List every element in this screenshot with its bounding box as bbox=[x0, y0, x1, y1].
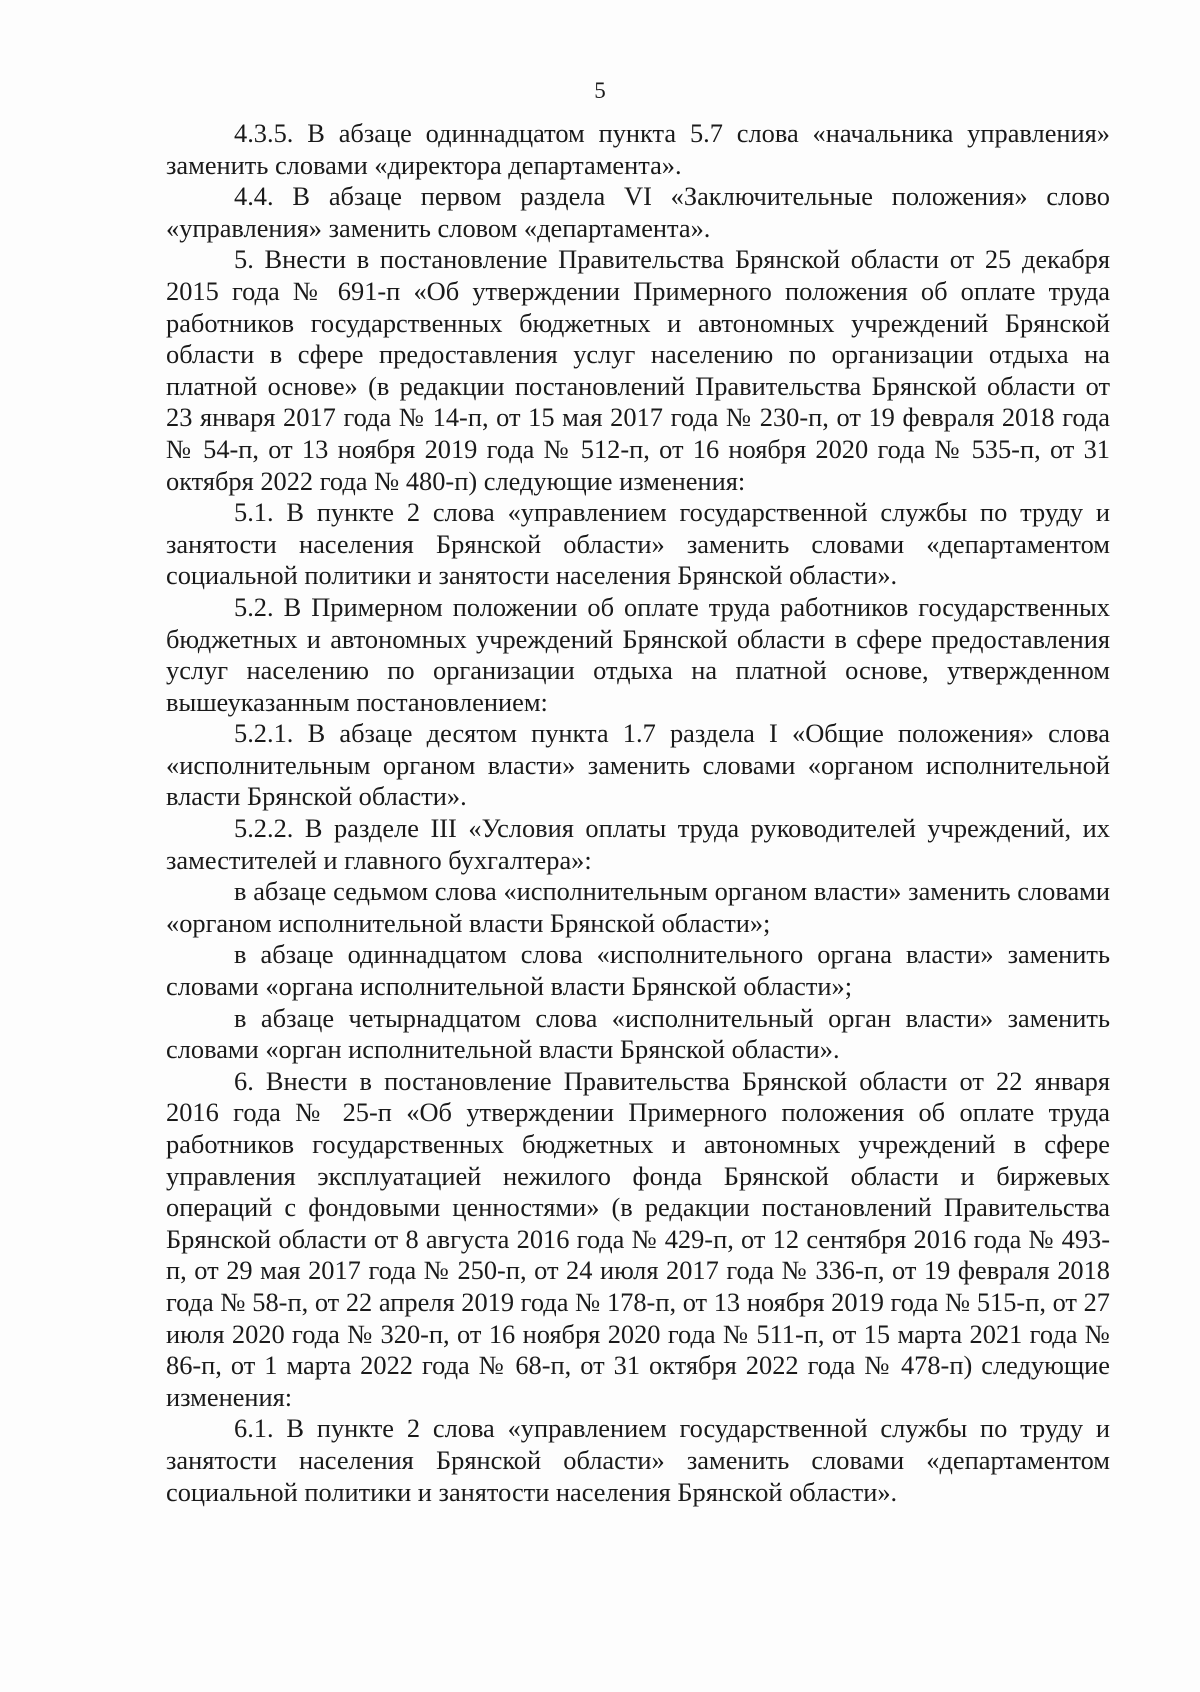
paragraph-4-3-5: 4.3.5. В абзаце одиннадцатом пункта 5.7 слова «начальника управления» заменить словами «директора департамента». bbox=[166, 118, 1110, 180]
paragraph-6: 6. Внести в постановление Правительства Брянской области от 22 января 2016 года № 25-п «Об утверждении Примерного положения об оплате труда работников государственных бюджетных и автономных учреждений в сфере управления эксплуатацией нежилого фонда Брянской области и биржевых операций с фондовыми ценностями» (в редакции постановлений Правительства Брянской области от 8 августа 2016 года № 429-п, от 12 сентября 2016 года № 493-п, от 29 мая 2017 года № 250-п, от 24 июля 2017 года № 336-п, от 19 февраля 2018 года № 58-п, от 22 апреля 2019 года № 178-п, от 13 ноября 2019 года № 515-п, от 27 июля 2020 года № 320-п, от 16 ноября 2020 года № 511-п, от 15 марта 2021 года № 86-п, от 1 марта 2022 года № 68-п, от 31 октября 2022 года № 478-п) следующие изменения: bbox=[166, 1065, 1110, 1412]
paragraph-6-1: 6.1. В пункте 2 слова «управлением государственной службы по труду и занятости населения Брянской области» заменить словами «департаментом социальной политики и занятости населения Брянской области». bbox=[166, 1413, 1110, 1507]
document-body bbox=[166, 118, 1110, 1508]
paragraph-5-2-2-item-3: в абзаце четырнадцатом слова «исполнительный орган власти» заменить словами «орган исполнительной власти Брянской области». bbox=[166, 1002, 1110, 1065]
paragraph-5-1: 5.1. В пункте 2 слова «управлением государственной службы по труду и занятости населения Брянской области» заменить словами «департаментом социальной политики и занятости населения Брянской области». bbox=[166, 497, 1110, 591]
paragraph-5-2-2-item-2: в абзаце одиннадцатом слова «исполнительного органа власти» заменить словами «органа исполнительной власти Брянской области»; bbox=[166, 939, 1110, 1002]
paragraph-5: 5. Внести в постановление Правительства Брянской области от 25 декабря 2015 года № 691-п «Об утверждении Примерного положения об оплате труда работников государственных бюджетных и автономных учреждений Брянской области в сфере предоставления услуг населению по организации отдыха на платной основе» (в редакции постановлений Правительства Брянской области от 23 января 2017 года № 14-п, от 15 мая 2017 года № 230-п, от 19 февраля 2018 года № 54-п, от 13 ноября 2019 года № 512-п, от 16 ноября 2020 года № 535-п, от 31 октября 2022 года № 480-п) следующие изменения: bbox=[166, 244, 1110, 496]
page-number: 5 bbox=[594, 78, 606, 103]
paragraph-4-4: 4.4. В абзаце первом раздела VI «Заключительные положения» слово «управления» заменить словом «департамента». bbox=[166, 181, 1110, 243]
paragraph-5-2-2-item-1: в абзаце седьмом слова «исполнительным органом власти» заменить словами «органом исполнительной власти Брянской области»; bbox=[166, 876, 1110, 938]
paragraph-5-2: 5.2. В Примерном положении об оплате труда работников государственных бюджетных и автономных учреждений Брянской области в сфере предоставления услуг населению по организации отдыха на платной основе, утвержденном вышеуказанным постановлением: bbox=[166, 591, 1110, 717]
paragraph-5-2-2: 5.2.2. В разделе III «Условия оплаты труда руководителей учреждений, их заместителей и главного бухгалтера»: bbox=[166, 813, 1110, 875]
paragraph-5-2-1: 5.2.1. В абзаце десятом пункта 1.7 раздела I «Общие положения» слова «исполнительным органом власти» заменить словами «органом исполнительной власти Брянской области». bbox=[166, 718, 1110, 812]
